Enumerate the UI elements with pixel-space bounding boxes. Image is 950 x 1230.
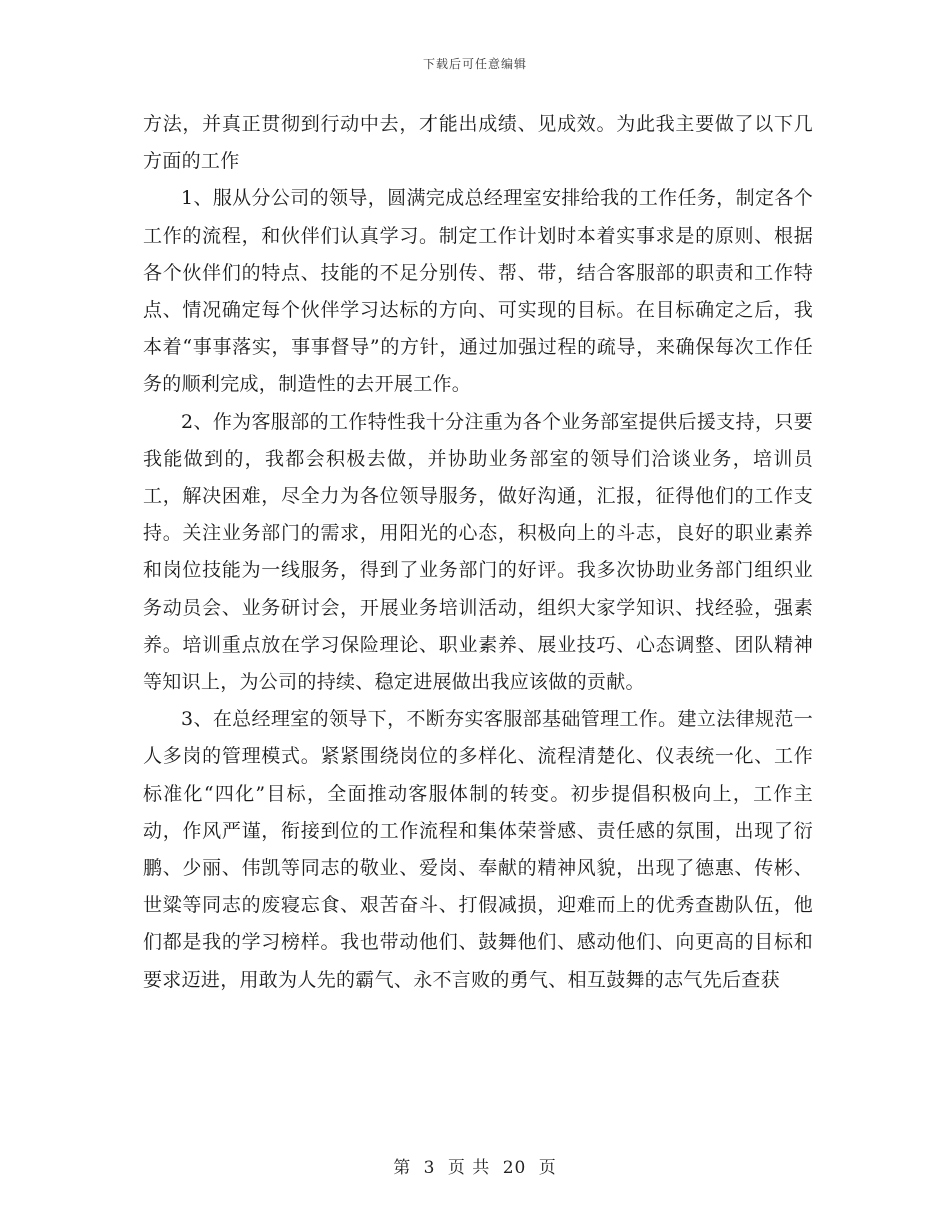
footer-prefix: 第 — [393, 1158, 412, 1178]
document-body — [143, 106, 813, 999]
footer-total-pages: 20 — [502, 1158, 527, 1178]
footer-mid: 页 共 — [447, 1158, 491, 1178]
footer-suffix: 页 — [538, 1158, 557, 1178]
footer-page-number: 3 — [423, 1158, 436, 1178]
paragraph-item-2: 2、作为客服部的工作特性我十分注重为各个业务部室提供后援支持，只要我能做到的，我都会积极去做，并协助业务部室的领导们洽谈业务，培训员工，解决困难，尽全力为各位领导服务，做好沟通，汇报，征得他们的工作支持。关注业务部门的需求，用阳光的心态，积极向上的斗志，良好的职业素养和岗位技能为一线服务，得到了业务部门的好评。我多次协助业务部门组织业务动员会、业务研讨会，开展业务培训活动，组织大家学知识、找经验，强素养。培训重点放在学习保险理论、职业素养、展业技巧、心态调整、团队精神等知识上，为公司的持续、稳定进展做出我应该做的贡献。 — [143, 410, 813, 694]
page-header: 下载后可任意编辑 — [422, 57, 527, 71]
paragraph-item-1: 1、服从分公司的领导，圆满完成总经理室安排给我的工作任务，制定各个工作的流程，和伙伴们认真学习。制定工作计划时本着实事求是的原则、根据各个伙伴们的特点、技能的不足分别传、帮、带，结合客服部的职责和工作特点、情况确定每个伙伴学习达标的方向、可实现的目标。在目标确定之后，我本着“事事落实，事事督导”的方针，通过加强过程的疏导，来确保每次工作任务的顺利完成，制造性的去开展工作。 — [143, 187, 813, 396]
paragraph-item-3: 3、在总经理室的领导下，不断夯实客服部基础管理工作。建立法律规范一人多岗的管理模式。紧紧围绕岗位的多样化、流程清楚化、仪表统一化、工作标准化“四化”目标，全面推动客服体制的转变。初步提倡积极向上，工作主动，作风严谨，衔接到位的工作流程和集体荣誉感、责任感的氛围，出现了衍鹏、少丽、伟凯等同志的敬业、爱岗、奉献的精神风貌，出现了德惠、传彬、世粱等同志的废寝忘食、艰苦奋斗、打假减损，迎难而上的优秀查勘队伍，他们都是我的学习榜样。我也带动他们、鼓舞他们、感动他们、向更高的目标和要求迈进，用敢为人先的霸气、永不言败的勇气、相互鼓舞的志气先后查获 — [143, 708, 813, 991]
page-footer — [0, 1153, 950, 1178]
paragraph-intro: 方法，并真正贯彻到行动中去，才能出成绩、见成效。为此我主要做了以下几方面的工作 — [143, 113, 813, 173]
